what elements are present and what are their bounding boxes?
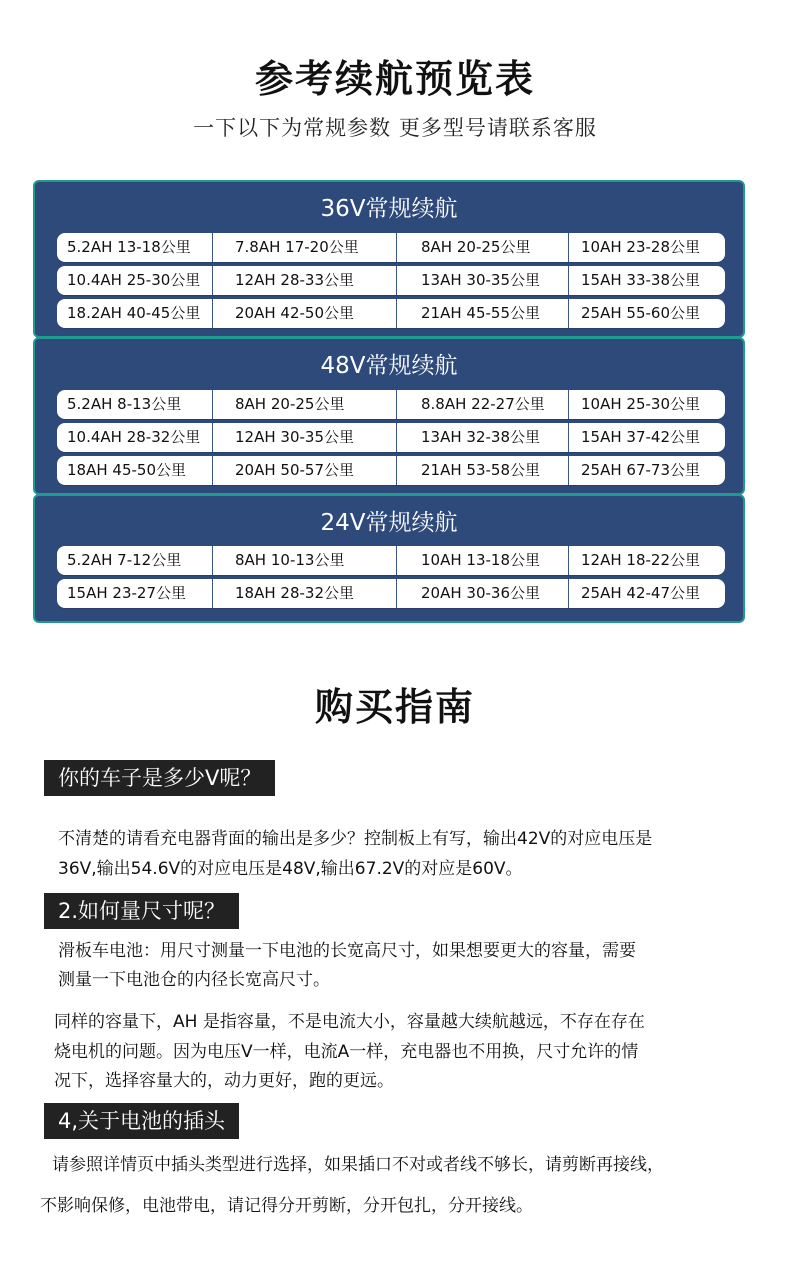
table-cell: 10AH 23-28公里 — [581, 238, 700, 256]
table-cell: 18.2AH 40-45公里 — [57, 299, 213, 328]
table-cell: 20AH 42-50公里 — [213, 299, 397, 328]
table-cell: 21AH 45-55公里 — [397, 299, 569, 328]
table-cell: 25AH 42-47公里 — [581, 584, 700, 602]
answer-line: 滑板车电池：用尺寸测量一下电池的长宽高尺寸，如果想要更大的容量，需要 — [58, 941, 636, 961]
table-cell: 10.4AH 25-30公里 — [57, 266, 213, 295]
table-cell: 20AH 30-36公里 — [397, 579, 569, 608]
guide-title: 购买指南 — [314, 685, 475, 729]
range-panel-36v — [33, 180, 745, 338]
table-cell: 10.4AH 28-32公里 — [57, 423, 213, 452]
table-cell: 10AH 25-30公里 — [581, 395, 700, 413]
table-cell: 21AH 53-58公里 — [397, 456, 569, 485]
table-cell: 5.2AH 7-12公里 — [57, 546, 213, 575]
panel-heading: 48V常规续航 — [320, 353, 458, 379]
table-cell: 8AH 20-25公里 — [213, 390, 397, 419]
table-cell: 18AH 45-50公里 — [57, 456, 213, 485]
table-cell: 25AH 55-60公里 — [581, 304, 700, 322]
range-grid — [57, 233, 725, 332]
answer-line: 36V,输出54.6V的对应电压是48V,输出67.2V的对应是60V。 — [58, 859, 523, 879]
table-cell: 12AH 28-33公里 — [213, 266, 397, 295]
table-cell: 8.8AH 22-27公里 — [397, 390, 569, 419]
range-grid — [57, 546, 725, 612]
range-panel-24v — [33, 494, 745, 623]
table-cell: 15AH 33-38公里 — [581, 271, 700, 289]
table-cell: 5.2AH 13-18公里 — [57, 233, 213, 262]
table-cell: 15AH 23-27公里 — [57, 579, 213, 608]
question-heading-plug: 4,关于电池的插头 — [44, 1103, 239, 1139]
answer-line: 烧电机的问题。因为电压V一样，电流A一样，充电器也不用换，尺寸允许的情 — [54, 1042, 639, 1062]
answer-line: 请参照详情页中插头类型进行选择，如果插口不对或者线不够长，请剪断再接线， — [52, 1155, 664, 1175]
table-row — [57, 456, 725, 485]
table-cell: 8AH 10-13公里 — [213, 546, 397, 575]
table-cell: 5.2AH 8-13公里 — [57, 390, 213, 419]
page-title: 参考续航预览表 — [254, 57, 535, 101]
table-row — [57, 423, 725, 452]
answer-line: 同样的容量下，AH 是指容量，不是电流大小，容量越大续航越远，不存在存在 — [54, 1012, 645, 1032]
table-row — [57, 546, 725, 575]
table-cell: 15AH 37-42公里 — [581, 428, 700, 446]
answer-line: 不清楚的请看充电器背面的输出是多少？控制板上有写，输出42V的对应电压是 — [58, 829, 653, 849]
table-row — [57, 390, 725, 419]
range-panel-48v — [33, 337, 745, 495]
table-cell: 13AH 32-38公里 — [397, 423, 569, 452]
answer-line: 不影响保修，电池带电，请记得分开剪断，分开包扎，分开接线。 — [40, 1196, 533, 1216]
answer-line: 况下，选择容量大的，动力更好，跑的更远。 — [54, 1071, 394, 1091]
answer-line: 测量一下电池仓的内径长宽高尺寸。 — [58, 970, 330, 990]
table-cell: 12AH 30-35公里 — [213, 423, 397, 452]
table-cell: 25AH 67-73公里 — [581, 461, 700, 479]
panel-heading: 36V常规续航 — [320, 196, 458, 222]
table-cell: 7.8AH 17-20公里 — [213, 233, 397, 262]
table-cell: 18AH 28-32公里 — [213, 579, 397, 608]
table-cell: 10AH 13-18公里 — [397, 546, 569, 575]
page-subtitle: 一下以下为常规参数 更多型号请联系客服 — [193, 116, 597, 140]
table-cell: 12AH 18-22公里 — [581, 551, 700, 569]
question-heading-voltage: 你的车子是多少V呢？ — [44, 760, 275, 796]
panel-heading: 24V常规续航 — [320, 510, 458, 536]
table-cell: 13AH 30-35公里 — [397, 266, 569, 295]
table-row — [57, 579, 725, 608]
table-row — [57, 299, 725, 328]
range-grid — [57, 390, 725, 489]
question-heading-size: 2.如何量尺寸呢？ — [44, 893, 239, 929]
table-cell: 20AH 50-57公里 — [213, 456, 397, 485]
table-cell: 8AH 20-25公里 — [397, 233, 569, 262]
table-row — [57, 266, 725, 295]
table-row — [57, 233, 725, 262]
